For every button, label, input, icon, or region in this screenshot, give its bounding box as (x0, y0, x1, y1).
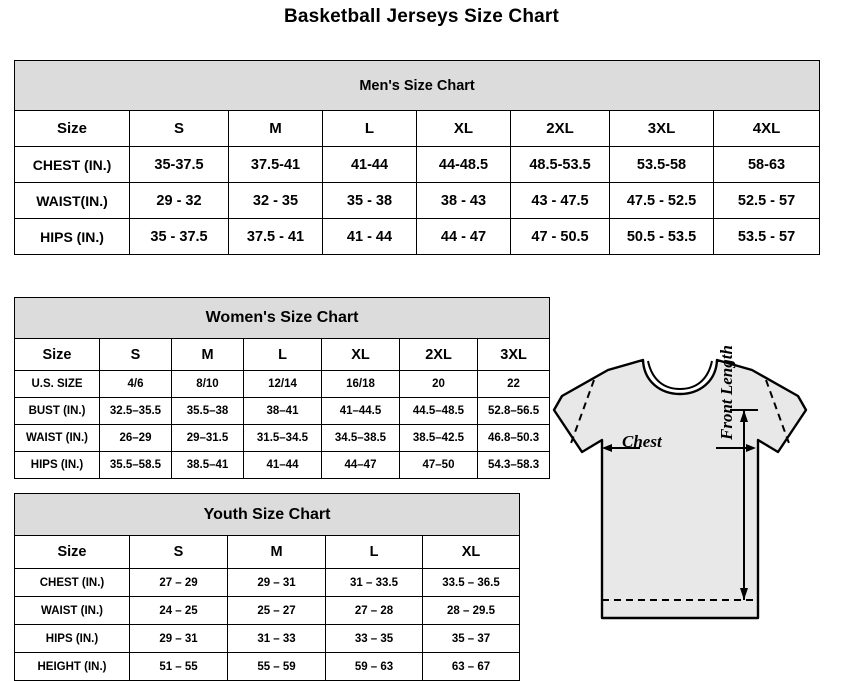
youth-caption-row (15, 494, 520, 536)
mens-row-label: CHEST (IN.) (15, 147, 130, 183)
youth-size-chart (14, 493, 520, 681)
mens-cell: 41 - 44 (323, 219, 417, 255)
youth-cell: 31 – 33.5 (326, 569, 423, 597)
table-row (15, 569, 520, 597)
mens-header-cell: 3XL (610, 111, 714, 147)
table-row (15, 371, 550, 398)
womens-cell: 20 (400, 371, 478, 398)
youth-cell: 29 – 31 (130, 625, 228, 653)
womens-size-table (14, 297, 550, 479)
womens-caption: Women's Size Chart (15, 298, 550, 339)
womens-cell: 31.5–34.5 (244, 425, 322, 452)
mens-cell: 53.5-58 (610, 147, 714, 183)
youth-row-label: CHEST (IN.) (15, 569, 130, 597)
womens-cell: 41–44 (244, 452, 322, 479)
womens-cell: 35.5–38 (172, 398, 244, 425)
youth-cell: 29 – 31 (228, 569, 326, 597)
youth-cell: 25 – 27 (228, 597, 326, 625)
mens-cell: 53.5 - 57 (714, 219, 820, 255)
youth-cell: 27 – 28 (326, 597, 423, 625)
table-row (15, 452, 550, 479)
womens-header-cell: S (100, 339, 172, 371)
mens-cell: 35 - 37.5 (130, 219, 229, 255)
womens-cell: 41–44.5 (322, 398, 400, 425)
womens-cell: 29–31.5 (172, 425, 244, 452)
womens-row-label: BUST (IN.) (15, 398, 100, 425)
youth-size-table (14, 493, 520, 681)
mens-cell: 29 - 32 (130, 183, 229, 219)
mens-cell: 32 - 35 (229, 183, 323, 219)
mens-row-label: HIPS (IN.) (15, 219, 130, 255)
mens-header-cell: S (130, 111, 229, 147)
table-row (15, 625, 520, 653)
mens-cell: 41-44 (323, 147, 417, 183)
collar-icon (648, 361, 712, 389)
jersey-measurement-diagram (548, 348, 840, 668)
womens-header-cell: Size (15, 339, 100, 371)
youth-cell: 31 – 33 (228, 625, 326, 653)
youth-header-cell: M (228, 536, 326, 569)
womens-cell: 52.8–56.5 (478, 398, 550, 425)
shirt-outline-icon (554, 360, 806, 618)
table-row (15, 597, 520, 625)
mens-cell: 52.5 - 57 (714, 183, 820, 219)
mens-cell: 48.5-53.5 (511, 147, 610, 183)
youth-cell: 51 – 55 (130, 653, 228, 681)
womens-cell: 38–41 (244, 398, 322, 425)
mens-cell: 43 - 47.5 (511, 183, 610, 219)
womens-header-cell: M (172, 339, 244, 371)
womens-size-chart (14, 297, 550, 479)
mens-cell: 44 - 47 (417, 219, 511, 255)
womens-cell: 47–50 (400, 452, 478, 479)
youth-header-row (15, 536, 520, 569)
mens-row-label: WAIST(IN.) (15, 183, 130, 219)
youth-cell: 33.5 – 36.5 (423, 569, 520, 597)
mens-size-table (14, 60, 820, 255)
youth-cell: 55 – 59 (228, 653, 326, 681)
womens-row-label: WAIST (IN.) (15, 425, 100, 452)
front-length-label: Front Length (717, 345, 736, 440)
womens-cell: 44.5–48.5 (400, 398, 478, 425)
mens-caption-row (15, 61, 820, 111)
youth-header-cell: XL (423, 536, 520, 569)
womens-cell: 32.5–35.5 (100, 398, 172, 425)
mens-cell: 58-63 (714, 147, 820, 183)
womens-cell: 54.3–58.3 (478, 452, 550, 479)
table-row (15, 653, 520, 681)
youth-cell: 63 – 67 (423, 653, 520, 681)
youth-header-cell: S (130, 536, 228, 569)
womens-header-cell: 3XL (478, 339, 550, 371)
mens-cell: 35 - 38 (323, 183, 417, 219)
mens-header-cell: L (323, 111, 417, 147)
mens-header-cell: XL (417, 111, 511, 147)
youth-header-cell: L (326, 536, 423, 569)
youth-cell: 27 – 29 (130, 569, 228, 597)
youth-cell: 35 – 37 (423, 625, 520, 653)
womens-cell: 4/6 (100, 371, 172, 398)
youth-row-label: WAIST (IN.) (15, 597, 130, 625)
mens-cell: 35-37.5 (130, 147, 229, 183)
womens-cell: 16/18 (322, 371, 400, 398)
youth-header-cell: Size (15, 536, 130, 569)
mens-size-chart (14, 60, 820, 255)
youth-cell: 24 – 25 (130, 597, 228, 625)
mens-header-cell: 4XL (714, 111, 820, 147)
youth-cell: 28 – 29.5 (423, 597, 520, 625)
mens-cell: 37.5 - 41 (229, 219, 323, 255)
womens-cell: 38.5–42.5 (400, 425, 478, 452)
table-row (15, 219, 820, 255)
womens-header-cell: XL (322, 339, 400, 371)
womens-cell: 26–29 (100, 425, 172, 452)
womens-cell: 34.5–38.5 (322, 425, 400, 452)
womens-caption-row (15, 298, 550, 339)
womens-header-row (15, 339, 550, 371)
womens-cell: 22 (478, 371, 550, 398)
youth-row-label: HEIGHT (IN.) (15, 653, 130, 681)
table-row (15, 398, 550, 425)
womens-cell: 35.5–58.5 (100, 452, 172, 479)
youth-caption: Youth Size Chart (15, 494, 520, 536)
table-row (15, 183, 820, 219)
womens-cell: 8/10 (172, 371, 244, 398)
womens-cell: 12/14 (244, 371, 322, 398)
mens-cell: 47 - 50.5 (511, 219, 610, 255)
mens-cell: 37.5-41 (229, 147, 323, 183)
womens-row-label: U.S. SIZE (15, 371, 100, 398)
mens-cell: 50.5 - 53.5 (610, 219, 714, 255)
youth-cell: 33 – 35 (326, 625, 423, 653)
mens-header-row (15, 111, 820, 147)
page-title: Basketball Jerseys Size Chart (283, 6, 560, 27)
youth-cell: 59 – 63 (326, 653, 423, 681)
chest-label: Chest (622, 432, 662, 451)
womens-header-cell: 2XL (400, 339, 478, 371)
mens-caption: Men's Size Chart (15, 61, 820, 111)
mens-cell: 44-48.5 (417, 147, 511, 183)
mens-cell: 38 - 43 (417, 183, 511, 219)
womens-cell: 38.5–41 (172, 452, 244, 479)
womens-header-cell: L (244, 339, 322, 371)
mens-header-cell: Size (15, 111, 130, 147)
table-row (15, 425, 550, 452)
womens-row-label: HIPS (IN.) (15, 452, 100, 479)
mens-header-cell: 2XL (511, 111, 610, 147)
womens-cell: 44–47 (322, 452, 400, 479)
table-row (15, 147, 820, 183)
mens-cell: 47.5 - 52.5 (610, 183, 714, 219)
youth-row-label: HIPS (IN.) (15, 625, 130, 653)
mens-header-cell: M (229, 111, 323, 147)
womens-cell: 46.8–50.3 (478, 425, 550, 452)
